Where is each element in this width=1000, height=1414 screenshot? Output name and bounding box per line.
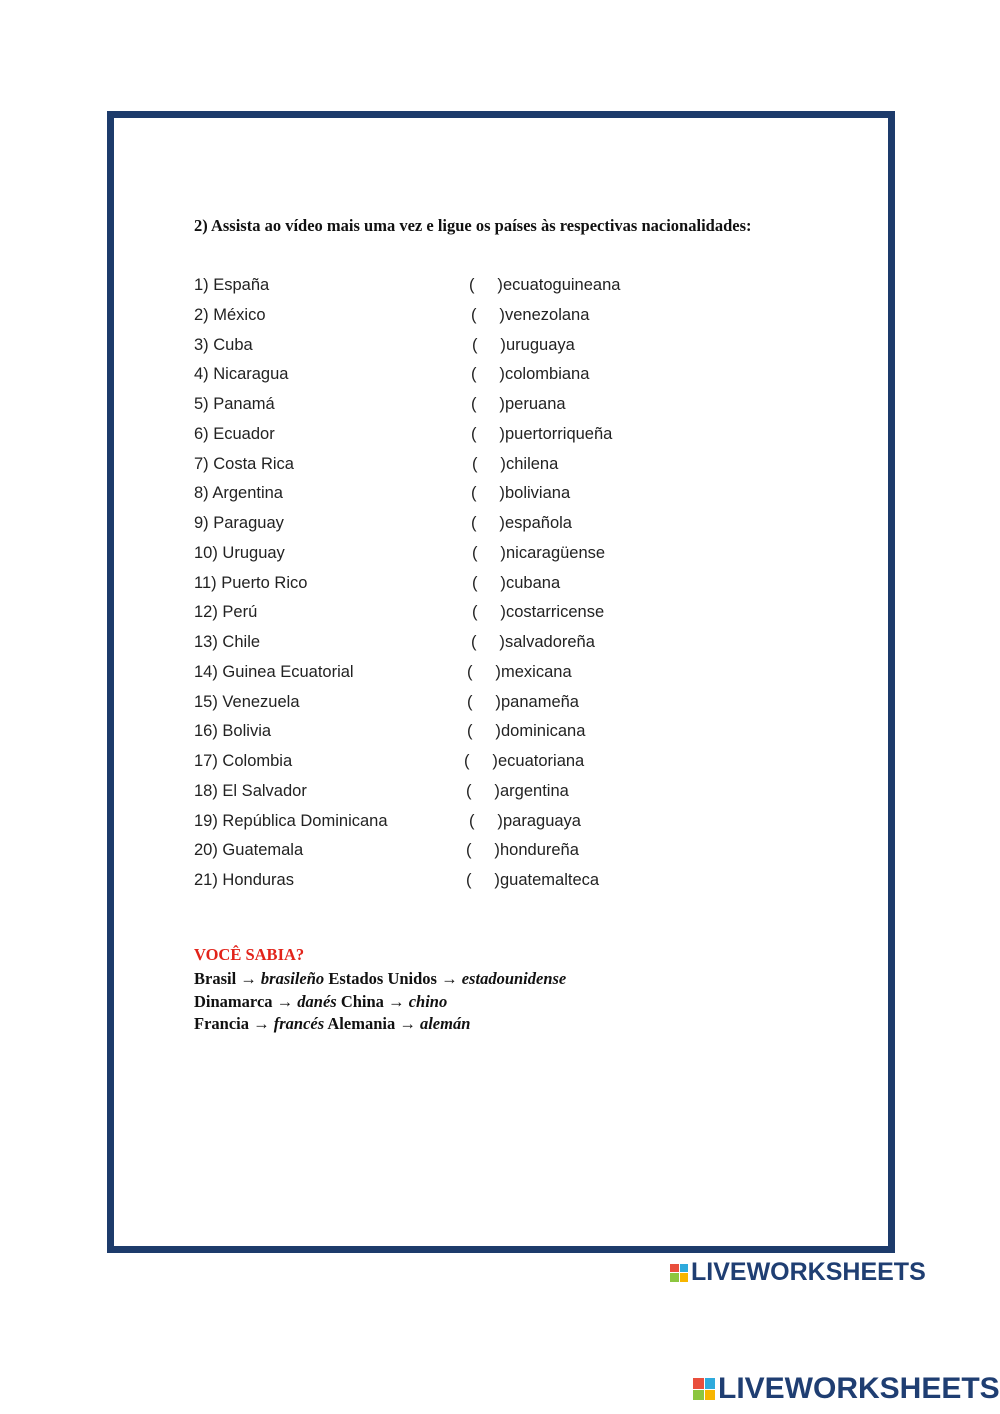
nationality-example: brasileño — [260, 969, 325, 988]
answer-blank[interactable]: ( ) — [469, 811, 503, 830]
nationality-label: nicaragüense — [506, 543, 606, 562]
nationality-label: costarricense — [506, 603, 605, 622]
voce-sabia-line — [194, 992, 447, 1012]
voce-sabia-line — [194, 969, 566, 989]
nationality-label: boliviana — [505, 484, 571, 503]
answer-blank[interactable]: ( ) — [471, 365, 505, 384]
answer-blank[interactable]: ( ) — [466, 841, 500, 860]
answer-blank[interactable]: ( ) — [471, 395, 505, 413]
country-label: 18) El Salvador — [194, 781, 307, 800]
country-label: 11) Puerto Rico — [194, 573, 308, 592]
liveworksheets-footer-logo — [693, 1372, 1000, 1406]
country-example: Dinamarca → — [194, 992, 298, 1011]
nationality-label: chilena — [506, 454, 559, 473]
country-label: 21) Honduras — [194, 871, 294, 889]
answer-blank[interactable]: ( ) — [467, 662, 501, 681]
voce-sabia-line — [194, 1014, 470, 1034]
nationality-label: paraguaya — [503, 811, 581, 830]
nationality-example: estadounidense — [461, 969, 567, 988]
country-example: Francia → — [194, 1014, 274, 1033]
answer-blank[interactable]: ( ) — [466, 871, 500, 889]
logo-text: LIVEWORKSHEETS — [718, 1372, 1000, 1405]
liveworksheets-logo — [670, 1258, 926, 1287]
nationality-example: chino — [408, 992, 448, 1011]
answer-blank[interactable]: ( ) — [466, 781, 500, 800]
country-label: 6) Ecuador — [194, 424, 275, 443]
nationality-label: hondureña — [500, 841, 579, 860]
logo-blocks-icon — [693, 1378, 715, 1400]
nationality-label: guatemalteca — [500, 871, 600, 889]
answer-blank[interactable]: ( ) — [471, 424, 505, 443]
country-example: Estados Unidos → — [324, 969, 462, 988]
country-label: 16) Bolivia — [194, 722, 272, 741]
country-label: 4) Nicaragua — [194, 365, 289, 384]
country-label: 20) Guatemala — [194, 841, 304, 860]
nationality-example: francés — [273, 1014, 325, 1033]
nationality-example: alemán — [419, 1014, 471, 1033]
answer-blank[interactable]: ( ) — [471, 484, 505, 503]
nationality-label: mexicana — [501, 662, 572, 681]
country-example: Alemania → — [324, 1014, 420, 1033]
logo-blocks-icon — [670, 1264, 688, 1282]
nationality-label: venezolana — [505, 305, 590, 324]
country-label: 5) Panamá — [194, 395, 275, 413]
answer-blank[interactable]: ( ) — [467, 722, 501, 741]
answer-blank[interactable]: ( ) — [467, 692, 501, 711]
country-label: 15) Venezuela — [194, 692, 300, 711]
answer-blank[interactable]: ( ) — [472, 454, 506, 473]
nationality-label: panameña — [501, 692, 579, 711]
nationality-label: ecuatoriana — [498, 752, 585, 770]
exercise-title: 2) Assista ao vídeo mais uma vez e ligue os países às respectivas nacionalidades: — [194, 216, 752, 235]
answer-blank[interactable]: ( ) — [472, 543, 506, 562]
country-label: 12) Perú — [194, 603, 258, 622]
nationality-label: española — [505, 514, 572, 532]
answer-blank[interactable]: ( ) — [472, 573, 506, 592]
nationality-label: dominicana — [501, 722, 586, 741]
nationality-label: puertorriqueña — [505, 424, 613, 443]
nationality-label: uruguaya — [506, 335, 575, 354]
nationality-label: salvadoreña — [505, 633, 595, 651]
country-label: 14) Guinea Ecuatorial — [194, 662, 354, 681]
answer-blank[interactable]: ( ) — [464, 752, 498, 770]
answer-blank[interactable]: ( ) — [471, 514, 505, 532]
nationality-label: ecuatoguineana — [503, 276, 621, 294]
country-label: 9) Paraguay — [194, 514, 284, 532]
answer-blank[interactable]: ( ) — [472, 603, 506, 622]
country-label: 10) Uruguay — [194, 543, 285, 562]
country-example: Brasil → — [194, 969, 261, 988]
nationality-label: argentina — [500, 781, 569, 800]
logo-text: LIVEWORKSHEETS — [691, 1258, 926, 1286]
country-label: 19) República Dominicana — [194, 811, 388, 830]
nationality-label: colombiana — [505, 365, 590, 384]
country-label: 8) Argentina — [194, 484, 283, 503]
answer-blank[interactable]: ( ) — [469, 276, 503, 294]
nationality-label: cubana — [506, 573, 561, 592]
answer-blank[interactable]: ( ) — [472, 335, 506, 354]
country-label: 13) Chile — [194, 633, 261, 651]
country-label: 17) Colombia — [194, 752, 293, 770]
country-label: 7) Costa Rica — [194, 454, 294, 473]
country-example: China → — [336, 992, 409, 1011]
nationality-label: peruana — [505, 395, 566, 413]
country-label: 1) España — [194, 276, 270, 294]
voce-sabia-title: VOCÊ SABIA? — [194, 945, 305, 964]
answer-blank[interactable]: ( ) — [471, 633, 505, 651]
country-label: 2) México — [194, 305, 266, 324]
country-label: 3) Cuba — [194, 335, 253, 354]
nationality-example: danés — [297, 992, 337, 1011]
answer-blank[interactable]: ( ) — [471, 305, 505, 324]
